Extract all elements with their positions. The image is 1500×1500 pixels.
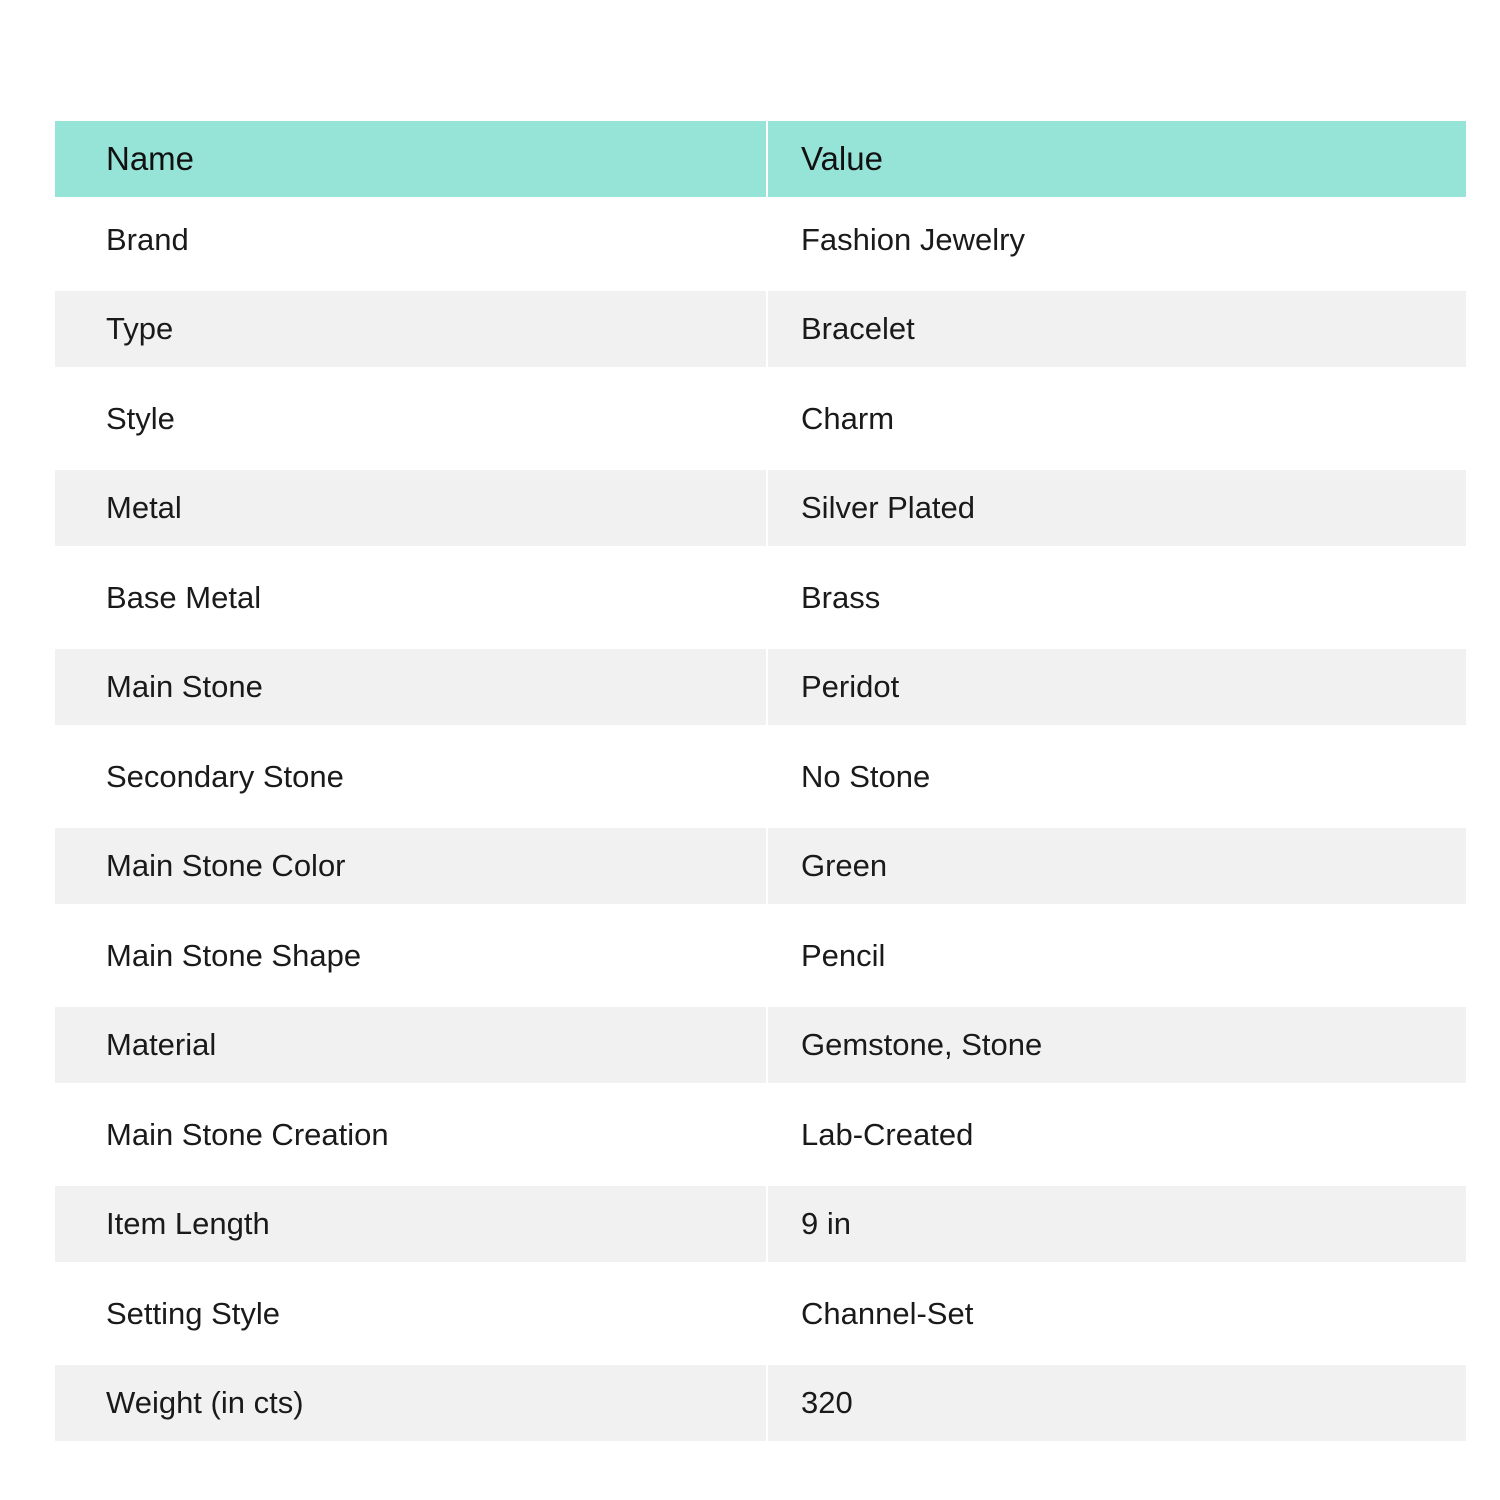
table-cell-value: Gemstone, Stone — [768, 1007, 1466, 1083]
table-cell-value: Lab-Created — [801, 1116, 974, 1152]
table-cell-name: Metal — [55, 470, 766, 546]
table-row — [55, 197, 1466, 282]
table-cell-name: Main Stone — [55, 649, 766, 725]
table-cell-value: Pencil — [801, 937, 886, 973]
table-row — [55, 291, 1466, 367]
table-cell-value: Fashion Jewelry — [801, 221, 1025, 257]
table-cell-value: No Stone — [801, 758, 931, 794]
table-header-row — [55, 121, 1466, 197]
table-cell-name: Main Stone Shape — [106, 937, 362, 973]
table-cell-value: Green — [768, 828, 1466, 904]
column-header-value: Value — [768, 121, 1466, 197]
table-cell-value: Channel-Set — [801, 1295, 974, 1331]
column-header-name: Name — [55, 121, 766, 197]
table-cell-value: 9 in — [768, 1186, 1466, 1262]
table-cell-value: Charm — [801, 400, 895, 436]
table-cell-name: Material — [55, 1007, 766, 1083]
table-row — [55, 1007, 1466, 1083]
table-cell-name: Main Stone Color — [55, 828, 766, 904]
table-row — [55, 376, 1466, 461]
table-cell-name: Base Metal — [106, 579, 262, 615]
table-body — [55, 197, 1466, 1441]
table-cell-value: Silver Plated — [768, 470, 1466, 546]
table-cell-name: Secondary Stone — [106, 758, 344, 794]
table-cell-name: Item Length — [55, 1186, 766, 1262]
table-row — [55, 913, 1466, 998]
table-cell-name: Type — [55, 291, 766, 367]
table-row — [55, 1092, 1466, 1177]
table-row — [55, 1271, 1466, 1356]
table-cell-value: Bracelet — [768, 291, 1466, 367]
table-row — [55, 734, 1466, 819]
table-row — [55, 649, 1466, 725]
table-cell-name: Setting Style — [106, 1295, 281, 1331]
specifications-table — [55, 121, 1466, 1450]
table-cell-value: 320 — [768, 1365, 1466, 1441]
table-row — [55, 1365, 1466, 1441]
table-row — [55, 828, 1466, 904]
table-cell-value: Peridot — [768, 649, 1466, 725]
table-cell-name: Main Stone Creation — [106, 1116, 389, 1152]
table-cell-name: Style — [106, 400, 175, 436]
table-cell-value: Brass — [801, 579, 881, 615]
table-row — [55, 555, 1466, 640]
table-cell-name: Weight (in cts) — [55, 1365, 766, 1441]
table-row — [55, 1186, 1466, 1262]
table-row — [55, 470, 1466, 546]
table-cell-name: Brand — [106, 221, 189, 257]
